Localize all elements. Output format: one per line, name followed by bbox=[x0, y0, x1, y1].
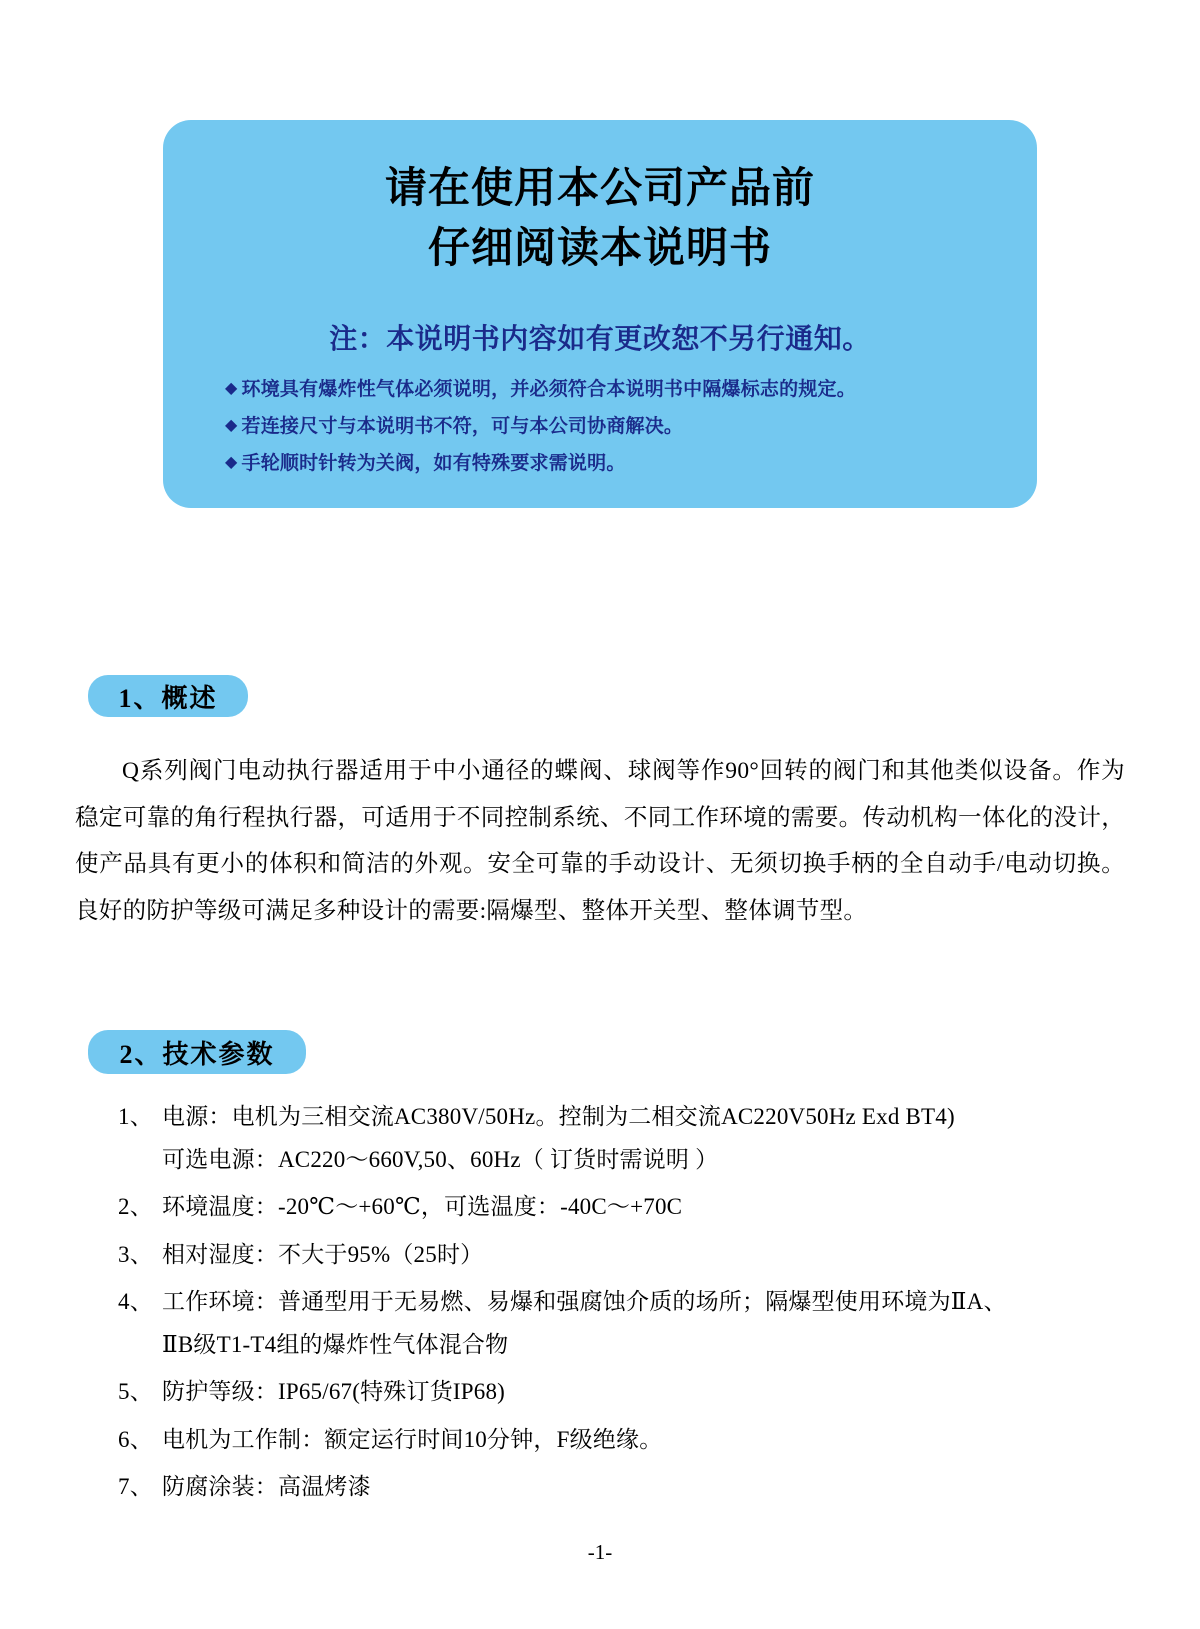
diamond-bullet-icon: ◆ bbox=[225, 417, 238, 435]
list-item-body bbox=[162, 1285, 1128, 1362]
list-item bbox=[118, 1423, 1128, 1458]
list-item-label: 环境具有爆炸性气体必须说明，并必须符合本说明书中隔爆标志的规定。 bbox=[241, 379, 856, 401]
section-heading-overview: 1、概述 bbox=[88, 675, 248, 717]
section-heading-specs: 2、技术参数 bbox=[88, 1030, 306, 1074]
list-item-label: 防护等级：IP65/67(特殊订货IP68) bbox=[162, 1379, 506, 1404]
list-item-body bbox=[162, 1100, 1128, 1177]
list-item bbox=[118, 1190, 1128, 1225]
list-item bbox=[225, 445, 991, 482]
list-item-label: 环境温度：-20℃～+60℃，可选温度：-40C～+70C bbox=[162, 1194, 683, 1219]
list-item-label: 电机为工作制：额定运行时间10分钟，F级绝缘。 bbox=[162, 1426, 663, 1452]
list-item bbox=[225, 371, 991, 408]
notice-box bbox=[163, 120, 1037, 508]
notice-title-line1: 请在使用本公司产品前 bbox=[384, 166, 815, 212]
list-item-number: 2、 bbox=[118, 1194, 153, 1219]
list-item-number: 7、 bbox=[118, 1474, 153, 1499]
notice-note: 注：本说明书内容如有更改恕不另行通知。 bbox=[329, 324, 871, 356]
list-item bbox=[118, 1470, 1128, 1505]
list-item bbox=[118, 1100, 1128, 1177]
list-item bbox=[225, 408, 991, 445]
list-item-sublabel: ⅡB级T1-T4组的爆炸性气体混合物 bbox=[162, 1331, 509, 1357]
diamond-bullet-icon: ◆ bbox=[225, 454, 238, 472]
list-item-number: 6、 bbox=[118, 1426, 153, 1452]
list-item-label: 相对湿度：不大于95%（25时） bbox=[162, 1241, 484, 1267]
notice-title bbox=[209, 160, 991, 279]
list-item-number: 4、 bbox=[118, 1289, 153, 1314]
list-item-label: 防腐涂装：高温烤漆 bbox=[162, 1474, 371, 1499]
list-item bbox=[118, 1375, 1128, 1410]
overview-paragraph: Q系列阀门电动执行器适用于中小通径的蝶阀、球阀等作90°回转的阀门和其他类似设备。作为稳定可靠的角行程执行器，可适用于不同控制系统、不同工作环境的需要。传动机构一体化的没计，使产品具有更小的体积和简洁的外观。安全可靠的手动设计、无须切换手柄的全自动手/电动切换。良好的防护等级可满足多种设计的需要:隔爆型、整体开关型、整体调节型。 bbox=[75, 758, 1125, 924]
list-item-number: 5、 bbox=[118, 1379, 153, 1404]
list-item-label: 若连接尺寸与本说明书不符，可与本公司协商解决。 bbox=[241, 416, 684, 438]
list-item-label: 工作环境：普通型用于无易燃、易爆和强腐蚀介质的场所；隔爆型使用环境为ⅡA、 bbox=[162, 1289, 1007, 1314]
spec-list bbox=[118, 1100, 1128, 1518]
list-item-label: 电源：电机为三相交流AC380V/50Hz。控制为二相交流AC220V50Hz Exd BT4) bbox=[162, 1104, 955, 1129]
page-number: -1- bbox=[587, 1540, 613, 1564]
diamond-bullet-icon: ◆ bbox=[225, 380, 238, 398]
list-item-number: 3、 bbox=[118, 1241, 153, 1267]
list-item-sublabel: 可选电源：AC220～660V,50、60Hz（ 订货时需说明 ） bbox=[162, 1146, 719, 1172]
list-item-number: 1、 bbox=[118, 1104, 153, 1129]
list-item bbox=[118, 1285, 1128, 1362]
list-item-label: 手轮顺时针转为关阀，如有特殊要求需说明。 bbox=[241, 453, 626, 475]
notice-bullet-list bbox=[209, 371, 991, 482]
notice-title-line2: 仔细阅读本说明书 bbox=[427, 225, 772, 272]
list-item bbox=[118, 1238, 1128, 1273]
